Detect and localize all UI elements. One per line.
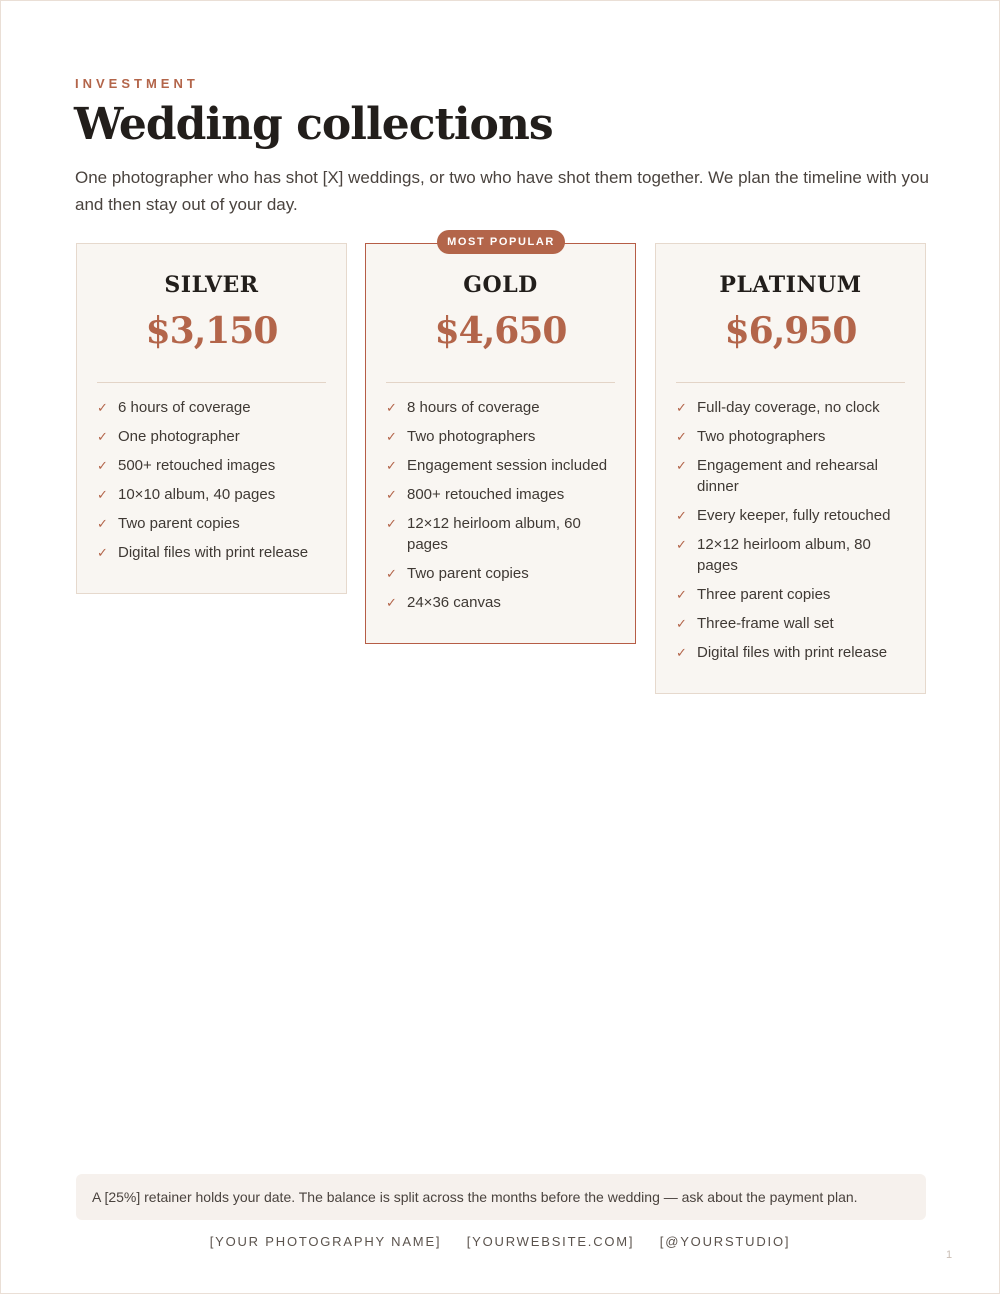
check-icon: ✓ (676, 616, 687, 631)
check-icon: ✓ (676, 508, 687, 523)
feature-label: Engagement and rehearsal dinner (697, 457, 878, 495)
feature-label: 12×12 heirloom album, 60 pages (407, 515, 581, 553)
footer-website: [YOURWEBSITE.COM] (466, 1234, 635, 1249)
package-card-silver (76, 243, 347, 594)
feature-item (386, 563, 623, 584)
check-icon: ✓ (386, 400, 397, 415)
divider (97, 382, 326, 383)
package-name: GOLD (463, 272, 538, 298)
package-price: $3,150 (145, 310, 278, 352)
feature-label: 500+ retouched images (118, 457, 276, 474)
feature-item (676, 455, 913, 497)
check-icon: ✓ (386, 458, 397, 473)
footer-studio-name: [YOUR PHOTOGRAPHY NAME] (209, 1234, 442, 1249)
feature-label: Three-frame wall set (697, 615, 834, 632)
feature-item (676, 642, 913, 663)
feature-label: Two parent copies (118, 515, 240, 532)
check-icon: ✓ (386, 516, 397, 531)
feature-item (676, 397, 913, 418)
check-icon: ✓ (386, 595, 397, 610)
feature-item (676, 534, 913, 576)
check-icon: ✓ (97, 516, 108, 531)
check-icon: ✓ (97, 400, 108, 415)
check-icon: ✓ (676, 537, 687, 552)
check-icon: ✓ (386, 429, 397, 444)
feature-label: Full-day coverage, no clock (697, 399, 880, 416)
feature-item (97, 542, 334, 563)
page-title: Wedding collections (74, 99, 553, 150)
feature-label: Three parent copies (697, 586, 831, 603)
feature-label: 800+ retouched images (407, 486, 565, 503)
feature-item (676, 584, 913, 605)
check-icon: ✓ (676, 400, 687, 415)
feature-item (386, 397, 623, 418)
check-icon: ✓ (386, 487, 397, 502)
package-card-gold (365, 243, 636, 644)
feature-label: 12×12 heirloom album, 80 pages (697, 536, 871, 574)
footer (1, 1234, 999, 1249)
feature-label: Two photographers (407, 428, 536, 445)
feature-label: 10×10 album, 40 pages (118, 486, 276, 503)
check-icon: ✓ (386, 566, 397, 581)
feature-item (97, 455, 334, 476)
intro-paragraph: One photographer who has shot [X] weddings, or two who have shot them together. We plan the timeline with you and then stay out of your day. (75, 168, 929, 214)
feature-label: 24×36 canvas (407, 594, 501, 611)
most-popular-badge: MOST POPULAR (437, 230, 565, 254)
feature-list (97, 397, 334, 571)
feature-item (676, 613, 913, 634)
feature-item (386, 513, 623, 555)
feature-item (97, 397, 334, 418)
check-icon: ✓ (676, 587, 687, 602)
check-icon: ✓ (97, 429, 108, 444)
check-icon: ✓ (97, 487, 108, 502)
feature-item (676, 426, 913, 447)
retainer-note: A [25%] retainer holds your date. The balance is split across the months before the wedding — ask about the payment plan. (76, 1174, 926, 1220)
check-icon: ✓ (97, 458, 108, 473)
package-price: $6,950 (724, 310, 857, 352)
package-card-platinum (655, 243, 926, 694)
feature-item (386, 455, 623, 476)
package-price: $4,650 (434, 310, 567, 352)
feature-label: 6 hours of coverage (118, 399, 251, 416)
feature-list (676, 397, 913, 671)
check-icon: ✓ (676, 458, 687, 473)
feature-label: 8 hours of coverage (407, 399, 540, 416)
package-name: SILVER (164, 272, 259, 298)
divider (386, 382, 615, 383)
check-icon: ✓ (676, 645, 687, 660)
feature-label: Two photographers (697, 428, 826, 445)
footer-handle: [@YOURSTUDIO] (659, 1234, 791, 1249)
feature-item (676, 505, 913, 526)
feature-label: Every keeper, fully retouched (697, 507, 891, 524)
feature-item (97, 426, 334, 447)
feature-label: Two parent copies (407, 565, 529, 582)
section-eyebrow: INVESTMENT (75, 76, 199, 91)
feature-item (386, 592, 623, 613)
feature-item (386, 484, 623, 505)
feature-label: Digital files with print release (118, 544, 309, 561)
feature-label: Digital files with print release (697, 644, 888, 661)
feature-item (97, 484, 334, 505)
page-number: 1 (946, 1249, 953, 1261)
package-name: PLATINUM (719, 272, 862, 298)
feature-label: Engagement session included (407, 457, 608, 474)
check-icon: ✓ (676, 429, 687, 444)
check-icon: ✓ (97, 545, 108, 560)
feature-list (386, 397, 623, 621)
divider (676, 382, 905, 383)
feature-label: One photographer (118, 428, 240, 445)
feature-item (386, 426, 623, 447)
feature-item (97, 513, 334, 534)
